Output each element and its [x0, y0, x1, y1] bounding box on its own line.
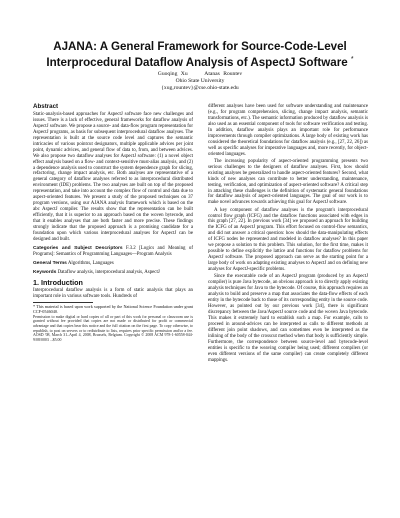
funding-footnote: * This material is based upon work supported by the National Science Foundation under grant CCF-0546040.	[33, 303, 193, 314]
terms-heading: General Terms	[33, 260, 67, 266]
abstract-text: Static-analysis-based approaches for AspectJ software face new challenges and issues. There is a lack of effective, general frameworks for dataflow analysis of AspectJ software. We propose a source- and data-flow program representation for AspectJ programs, as basis for subsequent interprocedural dataflow analyses. The representation is built at the source code level and captures the semantic intricacies of various pointcut designators, multiple applicable advices per joint point, dynamic advices, and general flow of data to, from, and between advices. We also propose two dataflow analyses for AspectJ software: (1) a novel object effect analysis based on a flow- and context-sensitive must-alias analysis, and (2) a dependence analysis used to construct the system dependence graph for slicing, refactoring, change impact analysis, etc. Both analyses are representative of a general category of dataflow analyses referred to as interprocedural distributed environment (IDE) problems. The two analyses are built on top of the proposed representation, and take into account the complex flow of control and data due to aspect-oriented features. We present a study of the proposed techniques on 37 program versions, using our AJANA analysis framework which is based on the abc AspectJ compiler. The results show that the representation can be built efficiently, that it is superior to an approach based on the woven bytecode, and that it enables analyses that are both faster and more precise. These findings strongly indicate that the proposed approach is a promising candidate for a foundation upon which various interprocedural analyses for AspectJ can be designed and built.	[33, 111, 193, 242]
footnote-rule	[33, 302, 93, 303]
title-footnote-mark: *	[350, 56, 354, 63]
paper-title	[30, 40, 370, 69]
terms-block	[33, 261, 193, 267]
author-names: Guoqing Xu Atanas Rountev	[157, 71, 243, 77]
author-email: {xug,rountev}@cse.ohio-state.edu	[161, 84, 239, 91]
categories-block	[33, 246, 193, 258]
keywords-text: Dataflow analysis, interprocedural analysis, AspectJ	[57, 269, 160, 275]
body-paragraph-2: The increasing popularity of aspect-oriented programming presents two serious challenges to the designers of dataflow analyses. First, how should existing analyses be generalized to handle aspect-oriented features? Second, what kinds of new analyses can contribute to better understanding, maintenance, testing, verification, and optimization of aspect-oriented software? A critical step in attacking these challenges is the definition of systematic general foundations for dataflow analysis of aspect-oriented languages. The goal of our work is to make novel advances towards achieving this goal for AspectJ software.	[208, 158, 368, 206]
keywords-block	[33, 270, 193, 276]
intro-heading: 1. Introduction	[33, 277, 83, 287]
author-block	[40, 71, 360, 91]
permission-notice: Permission to make digital or hard copies of all or part of this work for personal or classroom use is granted without fee provided that copies are not made or distributed for profit or commercial advantage and that copies bear this notice and the full citation on the first page. To copy otherwise, to republish, to post on servers or to redistribute to lists, requires prior specific permission and/or a fee. AOSD '08, March 31–April 4, 2008, Brussels, Belgium. Copyright © 2008 ACM 978-1-60558-044-9/08/0003 ...$5.00	[33, 314, 193, 342]
abstract-heading: Abstract	[33, 103, 59, 110]
body-paragraph-3: A key component of dataflow analyses is the program's interprocedural control flow graph (ICFG) and the dataflow functions associated with edges in this graph [27, 22]. In previous work [34] we proposed an approach for building the ICFG of an AspectJ program. This effort focused on control-flow semantics, and did not answer a critical question: how should the data-manipulating effects of ICFG nodes be represented and modeled in dataflow analyses? In this paper we propose a solution to this problem. This solution, for the first time, makes it possible to define explicitly the lattice and functions for dataflow problems for AspectJ software. The proposed approach can serve as the starting point for a large body of work on adapting existing analyses to AspectJ and on defining new analyses for AspectJ-specific problems.	[208, 207, 368, 273]
body-paragraph-4: Since the executable code of an AspectJ program (produced by an AspectJ compiler) is pure Java bytecode, an obvious approach is to directly apply existing analysis techniques for Java to the bytecode. Of course, this approach requires an analysis to build and preserve a map that associates the data-flow effects of each entity in the bytecode back to those of its corresponding entity in the source code. However, as pointed out by our previous work [34], there is significant discrepancy between the Java/AspectJ source code and the woven Java bytecode. This makes it extremely hard to establish such a map. For example, calls to proceed in around-advices can be interpreted as calls to different methods at different join point shadows, and can sometimes even be interpreted as the inlining of the body of the crosscut method when that body is sufficiently simple. Furthermore, the correspondence between source-level and bytecode-level entities is specific to the weaving compiler being used; different compilers (or even different versions of the same compiler) can create completely different mappings.	[208, 274, 368, 363]
intro-text: Interprocedural dataflow analysis is a form of static analysis that plays an important role in various software tools. Hundreds of	[33, 287, 193, 299]
terms-text: Algorithms, Languages	[67, 260, 114, 266]
body-paragraph-1: different analyses have been used for software understanding and maintenance (e.g., for program comprehension, slicing, change impact analysis, semantic transformations, etc.). The semantic information produced by dataflow analysis is also used as an essential component of tools for software verification and testing. In addition, dataflow analysis plays an important role for performance improvements through compiler optimizations. A large body of existing work has considered the theoretical foundations for dataflow analysis (e.g., [27, 22, 26]) as well as specific analyses for imperative languages and, more recently, for object-oriented languages.	[208, 104, 368, 157]
categories-text: F.3.2 [Logics and Meaning of Programs]: Semantics of Programming Languages—Program Analysis	[33, 245, 193, 257]
categories-heading: Categories and Subject Descriptors	[33, 245, 123, 251]
left-column	[33, 104, 193, 344]
right-column	[208, 104, 368, 365]
title-line-2	[30, 53, 370, 69]
author-affiliation: Ohio State University	[175, 77, 225, 84]
title-line-1: AJANA: A General Framework for Source-Code-Level	[53, 40, 347, 53]
keywords-heading: Keywords	[33, 269, 57, 275]
title-line-2-text: Interprocedural Dataflow Analysis of AspectJ Software	[46, 55, 348, 69]
